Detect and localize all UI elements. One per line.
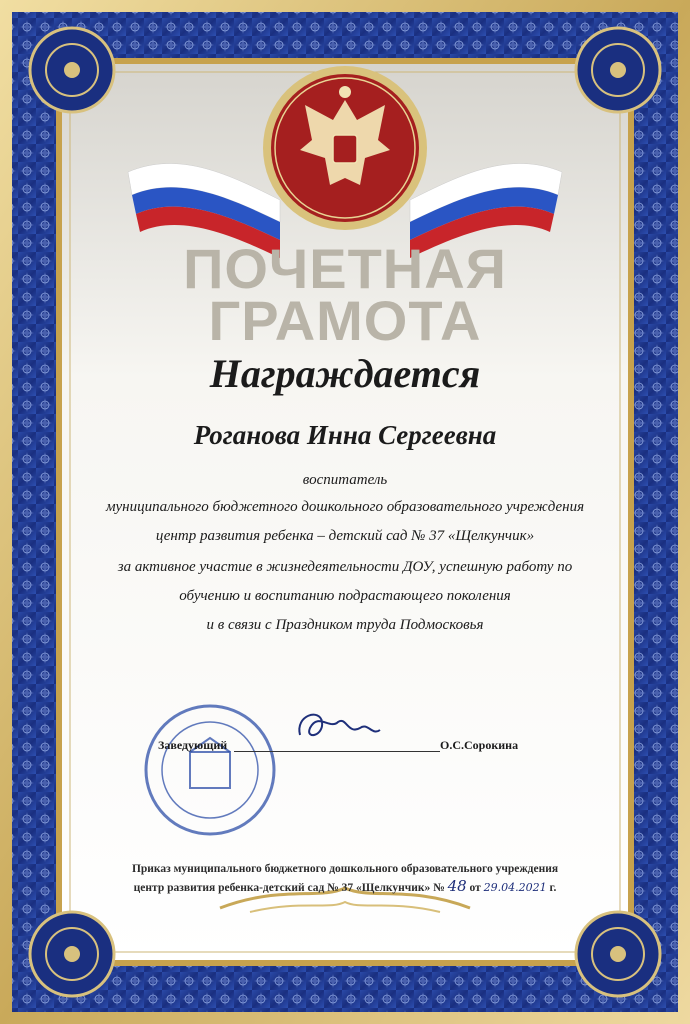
recipient-name: Роганова Инна Сергеевна <box>193 420 497 450</box>
corner-ornament-icon <box>30 28 114 112</box>
corner-ornament-icon <box>30 912 114 996</box>
order-number: 48 <box>447 877 467 895</box>
corner-ornament-icon <box>576 28 660 112</box>
order-date-prefix: от <box>469 882 481 894</box>
award-reason-line-2: обучению и воспитанию подрастающего поколения <box>179 588 511 604</box>
award-heading: Награждается <box>209 351 481 396</box>
order-date: 29.04.2021 <box>483 881 547 894</box>
order-line-1: Приказ муниципального бюджетного дошкольного образовательного учреждения <box>131 863 559 875</box>
award-reason-line-3: и в связи с Праздником труда Подмосковья <box>206 617 484 633</box>
director-name: О.С.Сорокина <box>440 738 519 752</box>
corner-ornament-icon <box>576 912 660 996</box>
certificate-title-line-2: ГРАМОТА <box>208 289 482 352</box>
russian-coat-of-arms-icon <box>263 66 427 230</box>
institution-line-1: муниципального бюджетного дошкольного образовательного учреждения <box>105 499 585 515</box>
order-line-2 <box>0 877 690 895</box>
award-reason-line-1: за активное участие в жизнедеятельности ДОУ, успешную работу по <box>117 559 573 575</box>
institution-line-2: центр развития ребенка – детский сад № 37 «Щелкунчик» <box>155 528 535 544</box>
director-label: Заведующий <box>158 738 228 752</box>
order-line-2-prefix: центр развития ребенка-детский сад № 37 «Щелкунчик» № <box>133 882 445 894</box>
order-year-suffix: г. <box>549 882 557 894</box>
certificate-title-line-1: ПОЧЕТНАЯ <box>183 237 507 300</box>
signature-line <box>234 751 440 752</box>
recipient-position: воспитатель <box>302 472 388 488</box>
